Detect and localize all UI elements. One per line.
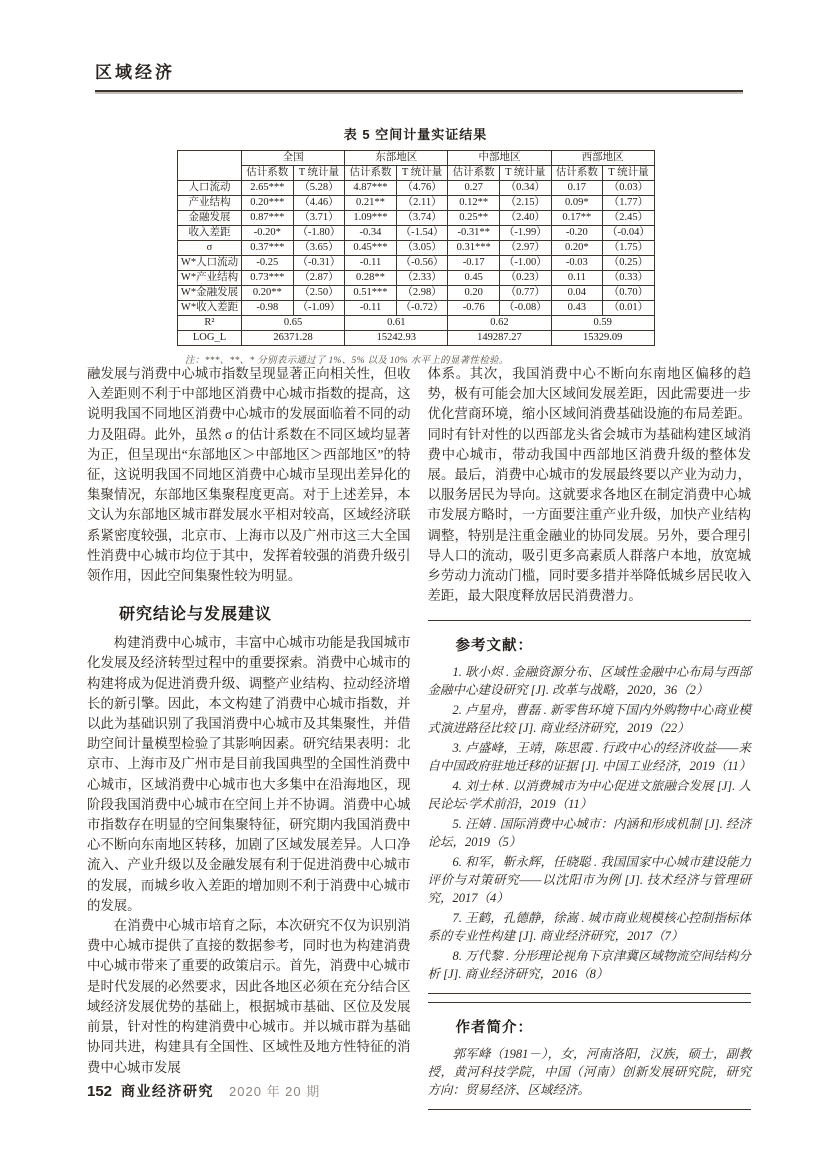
sub-header: T 统计量 xyxy=(603,166,655,181)
region-header: 东部地区 xyxy=(345,151,448,166)
row-label: W*人口流动 xyxy=(178,256,242,271)
table-cell: -0.25 xyxy=(242,256,294,271)
region-header: 全国 xyxy=(242,151,345,166)
results-table xyxy=(177,150,655,346)
table-cell: （0.34） xyxy=(499,181,551,196)
references-top-rule xyxy=(428,620,752,621)
table-cell: -0.11 xyxy=(345,301,397,316)
row-label: 产业结构 xyxy=(178,196,242,211)
double-rule xyxy=(428,993,752,1003)
section-header: 区域经济 xyxy=(95,63,175,82)
table-cell: （3.65） xyxy=(293,241,345,256)
table-cell: （2.87） xyxy=(293,271,345,286)
table-cell: （2.50） xyxy=(293,286,345,301)
row-label: 收入差距 xyxy=(178,226,242,241)
table-cell: 0.45*** xyxy=(345,241,397,256)
table-cell: 0.28** xyxy=(345,271,397,286)
author-bio: 郭军峰（1981－），女，河南洛阳，汉族，硕士，副教授，黄河科技学院，中国（河南）创新发展研究院，研究方向：贸易经济、区域经济。 xyxy=(427,1047,751,1098)
table-cell: （1.75） xyxy=(603,241,655,256)
table-row xyxy=(178,316,655,331)
table-cell: （5.28） xyxy=(293,181,345,196)
table-cell-merged: 0.62 xyxy=(448,316,551,331)
table-cell: 0.20* xyxy=(551,241,603,256)
table-block xyxy=(177,124,654,366)
table-cell: -0.17 xyxy=(448,256,500,271)
table-cell: 0.73*** xyxy=(242,271,294,286)
table-cell: -0.03 xyxy=(551,256,603,271)
table-cell: （0.77） xyxy=(499,286,551,301)
table-row xyxy=(178,331,655,346)
reference-item: 4. 刘士林 . 以消费城市为中心促进文旅融合发展 [J]. 人民论坛·学术前沿，2019（11） xyxy=(427,779,751,812)
table-cell: 0.21** xyxy=(345,196,397,211)
left-column xyxy=(87,364,411,1110)
reference-item: 2. 卢星舟，曹磊 . 新零售环境下国内外购物中心商业模式演进路径比较 [J]. 商业经济研究，2019（22） xyxy=(427,703,751,736)
table-cell: 0.51*** xyxy=(345,286,397,301)
table-cell: （-1.00） xyxy=(499,256,551,271)
table-row xyxy=(178,301,655,316)
table-cell: 2.65*** xyxy=(242,181,294,196)
table-cell: -0.20* xyxy=(242,226,294,241)
table-cell: （-0.08） xyxy=(499,301,551,316)
row-label: σ xyxy=(178,241,242,256)
reference-item: 7. 王鹤，孔德静，徐嵩 . 城市商业规模核心控制指标体系的专业性构建 [J]. 商业经济研究，2017（7） xyxy=(427,911,751,944)
table-cell: 0.43 xyxy=(551,301,603,316)
table-cell: （-1.09） xyxy=(293,301,345,316)
reference-item: 6. 和军，靳永辉，任晓聪 . 我国国家中心城市建设能力评价与对策研究——以沈阳市为例 [J]. 技术经济与管理研究，2017（4） xyxy=(427,855,751,906)
table-cell-merged: 0.59 xyxy=(551,316,654,331)
table-cell: （2.98） xyxy=(396,286,448,301)
table-row xyxy=(178,181,655,196)
table-cell: （0.01） xyxy=(603,301,655,316)
table-sub-header-row xyxy=(178,166,655,181)
row-label: R² xyxy=(178,316,242,331)
header-rule xyxy=(95,90,743,92)
references-block xyxy=(428,620,752,1110)
table-cell: （3.74） xyxy=(396,211,448,226)
paragraph: 构建消费中心城市，丰富中心城市功能是我国城市化发展及经济转型过程中的重要探索。消费中心城市的构建将成为促进消费升级、调整产业结构、拉动经济增长的新引擎。因此，本文构建了消费中心城市指数，并以此为基础识别了我国消费中心城市及其集聚性，并借助空间计量模型检验了其影响因素。研究结果表明：北京市、上海市及广州市是目前我国典型的全国性消费中心城市，区域消费中心城市也大多集中在沿海地区，现阶段我国消费中心城市在空间上并不协调。消费中心城市指数存在明显的空间集聚特征，研究期内我国消费中心不断向东南地区转移，加剧了区域发展差异。人口净流入、产业升级以及金融发展有利于促进消费中心城市的发展，而城乡收入差距的增加则不利于消费中心城市的发展。 xyxy=(87,635,411,913)
table-cell: （0.23） xyxy=(499,271,551,286)
page-footer xyxy=(87,1081,320,1101)
table-cell: 0.17 xyxy=(551,181,603,196)
table-cell: 4.87*** xyxy=(345,181,397,196)
table-cell: （-0.56） xyxy=(396,256,448,271)
table-cell: （-0.72） xyxy=(396,301,448,316)
table-cell: 0.45 xyxy=(448,271,500,286)
table-cell: （0.25） xyxy=(603,256,655,271)
reference-item: 3. 卢盛峰，王靖，陈思霞 . 行政中心的经济收益——来自中国政府驻地迁移的证据 [J]. 中国工业经济，2019（11） xyxy=(427,741,752,774)
paragraph: 融发展与消费中心城市指数呈现显著正向相关性，但收入差距则不利于中部地区消费中心城市指数的提高，这说明我国不同地区消费中心城市的发展面临着不同的动力及阻碍。此外，虽然 σ 的估计系数在不同区域均显著为正，但呈现出“东部地区＞中部地区＞西部地区”的特征，这说明我国不同地区消费中心城市呈现出差异化的集聚情况，东部地区集聚程度更高。对于上述差异，本文认为东部地区城市群发展水平相对较高，区域经济联系紧密度较强，北京市、上海市以及广州市这三大全国性消费中心城市均位于其中，发挥着较强的消费升级引领作用，因此空间集聚性较为明显。 xyxy=(87,366,411,584)
row-label: W*金融发展 xyxy=(178,286,242,301)
table-cell: 0.31*** xyxy=(448,241,500,256)
table-cell: （-1.99） xyxy=(499,226,551,241)
author-bottom-rule xyxy=(428,1109,752,1110)
table-cell: 0.27 xyxy=(448,181,500,196)
table-cell: （2.33） xyxy=(396,271,448,286)
table-row xyxy=(178,241,655,256)
table-region-header-row xyxy=(178,151,655,166)
sub-header: 估计系数 xyxy=(345,166,397,181)
table-row xyxy=(178,211,655,226)
page-header xyxy=(95,58,743,92)
table-cell: -0.31** xyxy=(448,226,500,241)
paragraph: 在消费中心城市培育之际，本次研究不仅为识别消费中心城市提供了直接的数据参考，同时也为构建消费中心城市带来了重要的政策启示。首先，消费中心城市是时代发展的必然要求，因此各地区必须在充分结合区域经济发展优势的基础上，根据城市基础、区位及发展前景，针对性的构建消费中心城市。并以城市群为基础协同共进，构建具有全国性、区域性及地方性特征的消费中心城市发展 xyxy=(87,918,411,1075)
table-note: 注：***、**、* 分别表示通过了 1%、5% 以及 10% 水平上的显著性检验。 xyxy=(185,356,509,366)
table-cell: 0.87*** xyxy=(242,211,294,226)
table-cell: （2.11） xyxy=(396,196,448,211)
table-cell: -0.20 xyxy=(551,226,603,241)
table-cell: （1.77） xyxy=(603,196,655,211)
table-cell: （3.71） xyxy=(293,211,345,226)
table-cell: -0.34 xyxy=(345,226,397,241)
table-cell: 0.12** xyxy=(448,196,500,211)
table-cell: 0.37*** xyxy=(242,241,294,256)
table-cell: （4.76） xyxy=(396,181,448,196)
table-cell-merged: 26371.28 xyxy=(242,331,345,346)
rule-gap xyxy=(428,994,752,1002)
table-row xyxy=(178,256,655,271)
table-cell: （-0.31） xyxy=(293,256,345,271)
table-cell-merged: 0.61 xyxy=(345,316,448,331)
author-heading: 作者简介： xyxy=(455,1020,533,1037)
table-cell: （3.05） xyxy=(396,241,448,256)
region-header: 西部地区 xyxy=(551,151,654,166)
table-cell-merged: 15329.09 xyxy=(551,331,654,346)
table-cell: 0.11 xyxy=(551,271,603,286)
table-cell: 0.04 xyxy=(551,286,603,301)
sub-header: T 统计量 xyxy=(396,166,448,181)
section-heading: 研究结论与发展建议 xyxy=(119,606,273,624)
row-label: W*收入差距 xyxy=(178,301,242,316)
table-cell: （-0.04） xyxy=(603,226,655,241)
region-header: 中部地区 xyxy=(448,151,551,166)
sub-header: 估计系数 xyxy=(242,166,294,181)
table-cell: （0.70） xyxy=(603,286,655,301)
table-cell-merged: 0.65 xyxy=(242,316,345,331)
right-column xyxy=(428,364,752,1110)
references-heading: 参考文献： xyxy=(455,638,533,655)
rule-line xyxy=(428,1002,752,1003)
table-cell: -0.98 xyxy=(242,301,294,316)
page-number: 152 xyxy=(87,1083,113,1100)
row-label: LOG_L xyxy=(178,331,242,346)
row-label: 金融发展 xyxy=(178,211,242,226)
sub-header: T 统计量 xyxy=(293,166,345,181)
table-title: 表 5 空间计量实证结果 xyxy=(343,127,488,142)
reference-item: 8. 万代黎 . 分形理论视角下京津冀区域物流空间结构分析 [J]. 商业经济研究，2016（8） xyxy=(427,949,751,982)
sub-header: 估计系数 xyxy=(448,166,500,181)
table-row xyxy=(178,286,655,301)
table-cell: （2.15） xyxy=(499,196,551,211)
table-cell: （0.03） xyxy=(603,181,655,196)
reference-item: 1. 耿小烬 . 金融资源分布、区域性金融中心布局与西部金融中心建设研究 [J]. 改革与战略，2020，36（2） xyxy=(427,665,751,698)
sub-header: 估计系数 xyxy=(551,166,603,181)
table-row xyxy=(178,226,655,241)
table-cell: 0.25** xyxy=(448,211,500,226)
table-cell: 0.20*** xyxy=(242,196,294,211)
table-cell: 0.20 xyxy=(448,286,500,301)
table-corner-cell xyxy=(178,151,242,181)
body-columns xyxy=(87,364,751,1110)
table-cell: （2.40） xyxy=(499,211,551,226)
table-row xyxy=(178,271,655,286)
table-cell: 1.09*** xyxy=(345,211,397,226)
reference-item: 5. 汪婧 . 国际消费中心城市：内涵和形成机制 [J]. 经济论坛，2019（5） xyxy=(427,817,751,850)
issue-label: 2020 年 20 期 xyxy=(229,1084,321,1099)
table-cell: 0.17** xyxy=(551,211,603,226)
table-cell: （4.46） xyxy=(293,196,345,211)
table-cell: -0.76 xyxy=(448,301,500,316)
table-cell: （2.45） xyxy=(603,211,655,226)
table-row xyxy=(178,196,655,211)
table-cell: （-1.80） xyxy=(293,226,345,241)
table-cell: 0.09* xyxy=(551,196,603,211)
row-label: W*产业结构 xyxy=(178,271,242,286)
table-cell: （0.33） xyxy=(603,271,655,286)
sub-header: T 统计量 xyxy=(499,166,551,181)
row-label: 人口流动 xyxy=(178,181,242,196)
table-cell-merged: 15242.93 xyxy=(345,331,448,346)
journal-name: 商业经济研究 xyxy=(121,1083,215,1099)
table-cell: （2.97） xyxy=(499,241,551,256)
paragraph: 体系。其次，我国消费中心不断向东南地区偏移的趋势，极有可能会加大区域间发展差距，因此需要进一步优化营商环境，缩小区域间消费基础设施的布局差距。同时有针对性的以西部龙头省会城市为基础构建区域消费中心城市，带动我国中西部地区消费升级的整体发展。最后，消费中心城市的发展最终要以产业为动力，以服务居民为导向。这就要求各地区在制定消费中心城市发展方略时，一方面要注重产业升级，加快产业结构调整，特别是注重金融业的协同发展。另外，要合理引导人口的流动，吸引更多高素质人群落户本地，放宽城乡劳动力流动门槛，同时要多措并举降低城乡居民收入差距，最大限度释放居民消费潜力。 xyxy=(427,366,751,604)
table-cell: -0.11 xyxy=(345,256,397,271)
table-cell: 0.20** xyxy=(242,286,294,301)
table-cell-merged: 149287.27 xyxy=(448,331,551,346)
references-list xyxy=(428,663,752,983)
table-cell: （-1.54） xyxy=(396,226,448,241)
